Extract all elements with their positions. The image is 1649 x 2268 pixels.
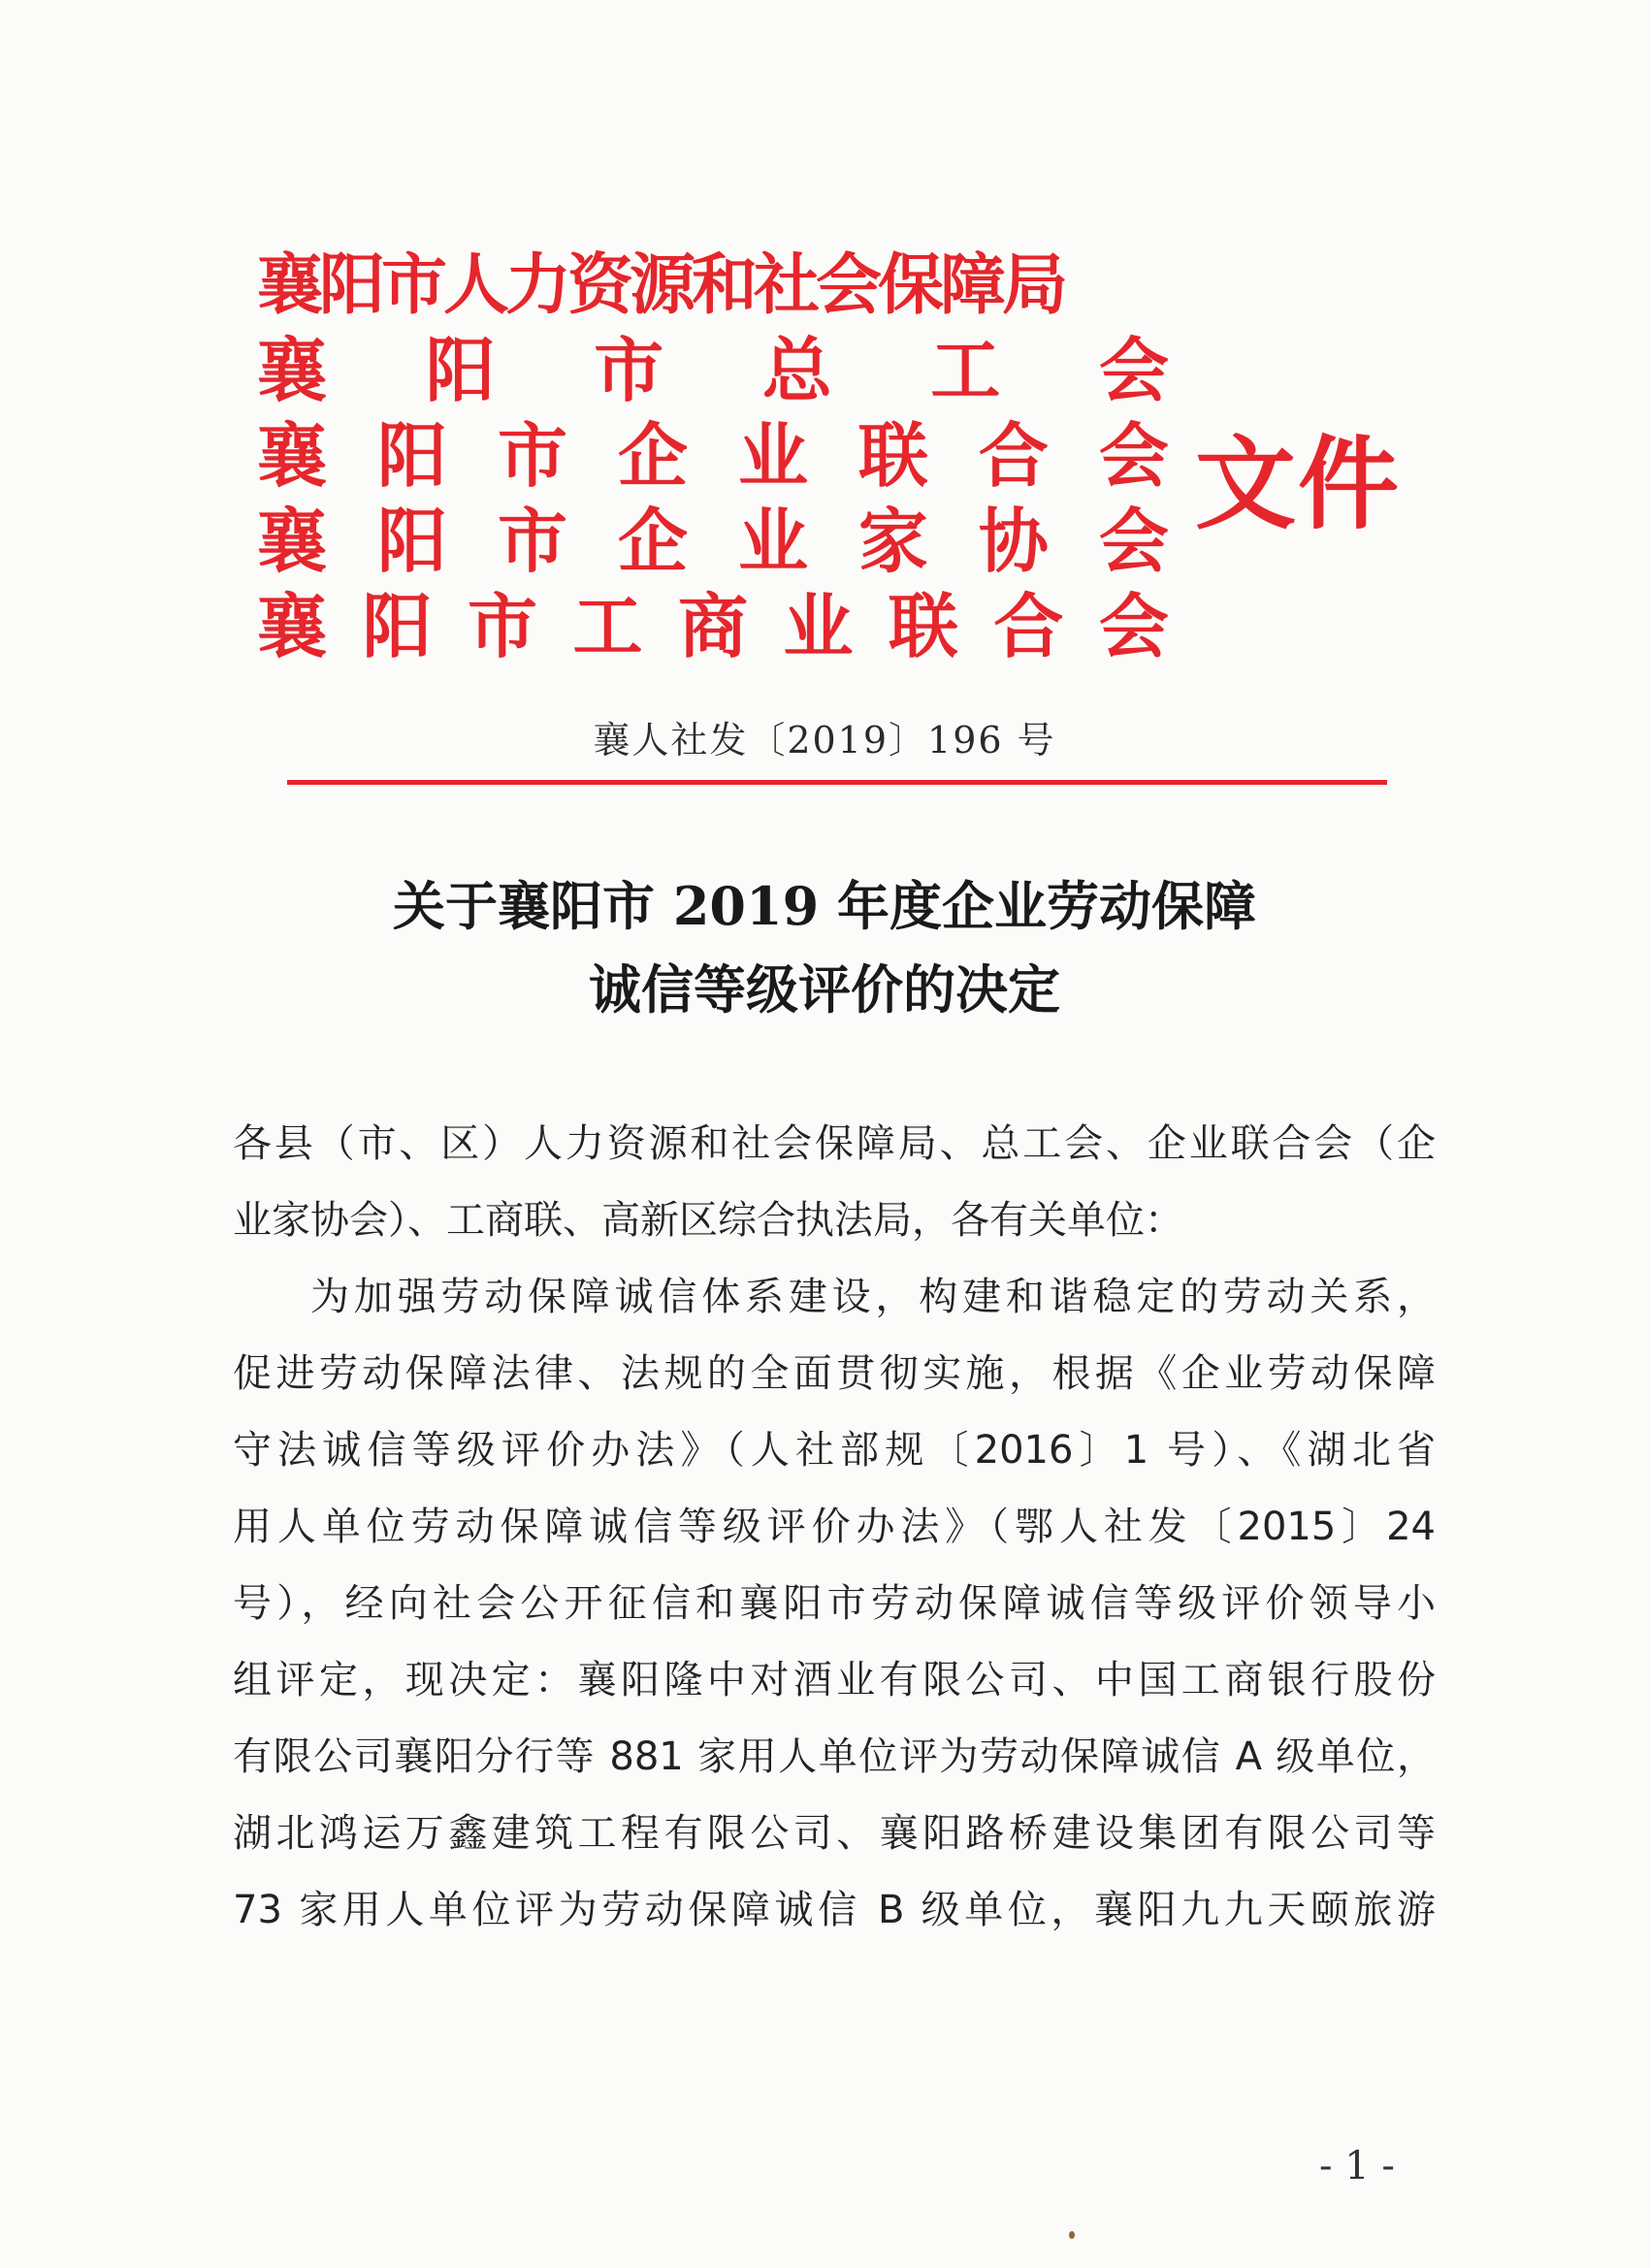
issuer-char: 工	[930, 329, 1001, 411]
issuer-line	[257, 584, 1169, 669]
document-number: 襄人社发〔2019〕196 号	[593, 719, 1056, 761]
document-title-line-1: 关于襄阳市 2019 年度企业劳动保障	[393, 875, 1256, 937]
issuer-char: 企	[617, 414, 688, 497]
issuer-char: 业	[737, 500, 808, 582]
issuer-line	[257, 413, 1169, 499]
issuer-char: 家	[857, 500, 928, 582]
body-line: 组评定，现决定：襄阳隆中对酒业有限公司、中国工商银行股份	[233, 1658, 1436, 1702]
letterhead-suffix: 文件	[1195, 424, 1402, 543]
issuer-char: 市	[467, 585, 537, 667]
body-line: 73 家用人单位评为劳动保障诚信 B 级单位，襄阳九九天颐旅游	[233, 1888, 1436, 1932]
issuer-char: 会	[1098, 329, 1169, 411]
issuer-char: 企	[617, 500, 688, 582]
issuer-char: 阳	[376, 414, 447, 497]
issuer-line	[257, 499, 1169, 584]
body-line: 号），经向社会公开征信和襄阳市劳动保障诚信等级评价领导小	[233, 1581, 1436, 1626]
issuer-char: 襄	[257, 329, 328, 411]
red-divider-line	[287, 780, 1387, 785]
issuer-char: 协	[978, 500, 1049, 582]
issuer-char: 阳	[362, 585, 433, 667]
letterhead-issuers	[257, 243, 1169, 669]
issuer-char: 市	[497, 500, 567, 582]
issuer-line: 襄阳市人力资源和社会保障局	[257, 246, 1065, 324]
document-title-line-2: 诚信等级评价的决定	[589, 958, 1060, 1021]
page-number: - 1 -	[1319, 2144, 1395, 2188]
issuer-char: 会	[1098, 585, 1169, 667]
issuer-char: 襄	[257, 500, 328, 582]
issuer-char: 联	[888, 585, 958, 667]
body-line: 有限公司襄阳分行等 881 家用人单位评为劳动保障诚信 A 级单位，	[233, 1734, 1436, 1779]
body-line: 湖北鸿运万鑫建筑工程有限公司、襄阳路桥建设集团有限公司等	[233, 1811, 1436, 1856]
issuer-char: 合	[978, 414, 1049, 497]
issuer-char: 业	[783, 585, 854, 667]
issuer-char: 市	[497, 414, 567, 497]
issuer-char: 市	[594, 329, 664, 411]
issuer-line	[257, 328, 1169, 413]
issuer-char: 合	[993, 585, 1064, 667]
issuer-char: 工	[572, 585, 643, 667]
issuer-char: 总	[761, 329, 832, 411]
issuer-char: 会	[1098, 414, 1169, 497]
issuer-char: 联	[857, 414, 928, 497]
body-line: 为加强劳动保障诚信体系建设，构建和谐稳定的劳动关系，	[310, 1275, 1436, 1319]
issuer-char: 襄	[257, 414, 328, 497]
body-line: 守法诚信等级评价办法》（人社部规〔2016〕1 号）、《湖北省	[233, 1428, 1436, 1473]
body-line: 促进劳动保障法律、法规的全面贯彻实施，根据《企业劳动保障	[233, 1351, 1436, 1396]
issuer-char: 阳	[425, 329, 496, 411]
issuer-char: 襄	[257, 585, 328, 667]
scan-speck	[1069, 2231, 1075, 2239]
issuer-char: 业	[737, 414, 808, 497]
body-line: 业家协会）、工商联、高新区综合执法局，各有关单位：	[233, 1198, 1183, 1243]
body-line: 用人单位劳动保障诚信等级评价办法》（鄂人社发〔2015〕24	[233, 1505, 1436, 1549]
document-body	[233, 1106, 1436, 1949]
issuer-char: 商	[677, 585, 748, 667]
issuer-char: 阳	[376, 500, 447, 582]
issuer-char: 会	[1098, 500, 1169, 582]
body-line: 各县（市、区）人力资源和社会保障局、总工会、企业联合会（企	[233, 1121, 1436, 1166]
